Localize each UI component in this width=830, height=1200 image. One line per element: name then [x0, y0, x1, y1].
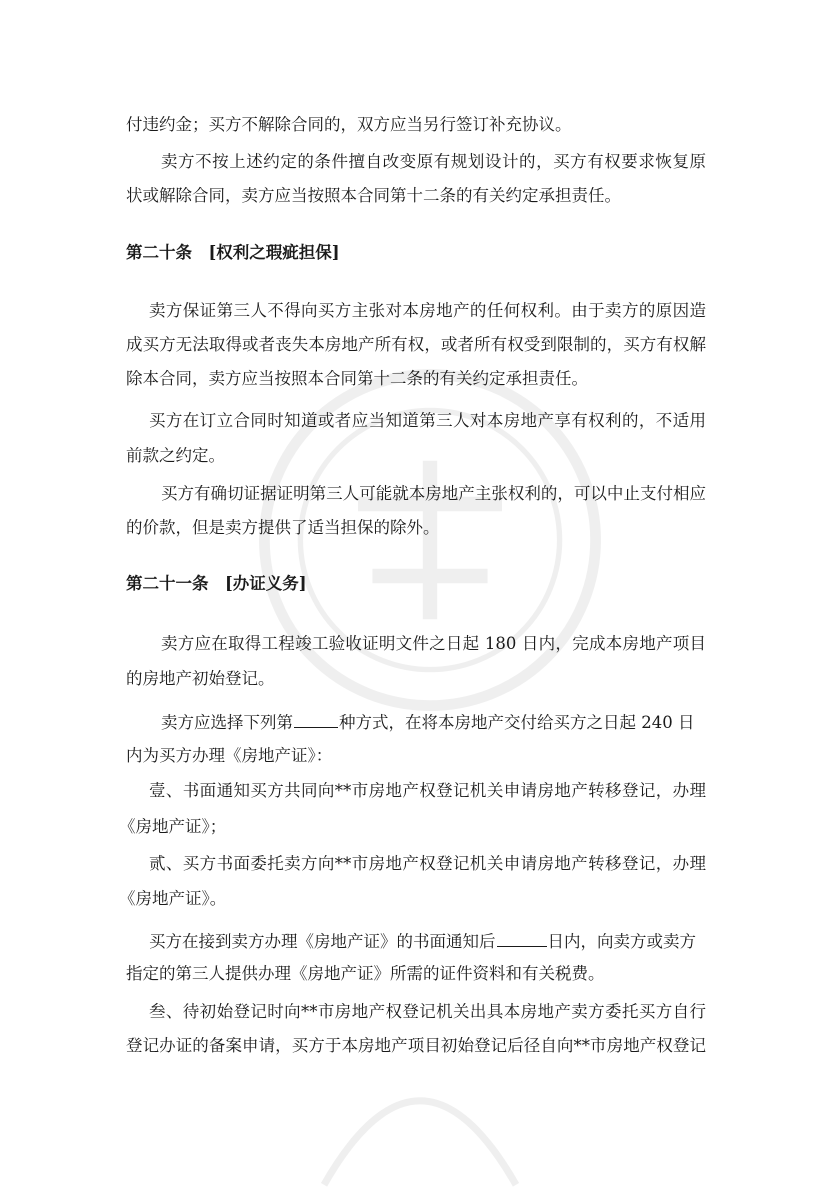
text-fragment: 卖方应选择下列第	[161, 713, 293, 732]
paragraph-line: 卖方不按上述约定的条件擅自改变原有规划设计的，买方有权要求恢复原	[161, 152, 706, 171]
paragraph-line: 除本合同，卖方应当按照本合同第十二条的有关约定承担责任。	[126, 369, 588, 388]
paragraph-line: 买方在订立合同时知道或者应当知道第三人对本房地产享有权利的，不适用	[149, 411, 706, 430]
text-fragment: 种方式，在将本房地产交付给买方之日起 240 日	[339, 713, 695, 732]
paragraph-line: 成买方无法取得或者丧失本房地产所有权，或者所有权受到限制的，买方有权解	[126, 335, 706, 354]
paragraph-line: 壹、书面通知买方共同向**市房地产权登记机关申请房地产转移登记，办理	[149, 781, 706, 800]
paragraph-line	[161, 709, 706, 733]
paragraph-line: 指定的第三人提供办理《房地产证》所需的证件资料和有关税费。	[126, 964, 605, 983]
paragraph-line: 内为买方办理《房地产证》：	[126, 746, 333, 765]
fill-in-blank[interactable]	[294, 709, 338, 728]
paragraph-line: 的房地产初始登记。	[126, 669, 275, 688]
paragraph-line	[149, 928, 706, 952]
paragraph-line: 卖方应在取得工程竣工验收证明文件之日起 180 日内，完成本房地产项目	[161, 634, 706, 653]
paragraph-line: 卖方保证第三人不得向买方主张对本房地产的任何权利。由于卖方的原因造	[149, 301, 706, 320]
paragraph-line: 状或解除合同，卖方应当按照本合同第十二条的有关约定承担责任。	[126, 186, 621, 205]
paragraph-line: 买方有确切证据证明第三人可能就本房地产主张权利的，可以中止支付相应	[161, 484, 706, 503]
fill-in-blank[interactable]	[497, 928, 547, 947]
paragraph-line: 登记办证的备案申请，买方于本房地产项目初始登记后径自向**市房地产权登记	[126, 1036, 706, 1055]
paragraph-line: 《房地产证》；	[119, 817, 227, 836]
paragraph-line: 贰、买方书面委托卖方向**市房地产权登记机关申请房地产转移登记，办理	[149, 854, 706, 873]
paragraph-line: 前款之约定。	[126, 446, 225, 465]
text-fragment: 日内，向卖方或卖方	[547, 932, 696, 951]
text-fragment: 买方在接到卖方办理《房地产证》的书面通知后	[149, 932, 496, 951]
paragraph-line: 叁、待初始登记时向**市房地产权登记机关出具本房地产卖方委托买方自行	[149, 1002, 706, 1021]
paragraph-line: 《房地产证》。	[119, 889, 227, 908]
section-heading-article-20: 第二十条 [权利之瑕疵担保]	[126, 243, 340, 262]
section-heading-article-21: 第二十一条 [办证义务]	[126, 574, 307, 593]
watermark-seal-icon	[300, 1040, 540, 1200]
paragraph-line: 的价款，但是卖方提供了适当担保的除外。	[126, 518, 440, 537]
paragraph-line: 付违约金；买方不解除合同的，双方应当另行签订补充协议。	[126, 115, 572, 134]
